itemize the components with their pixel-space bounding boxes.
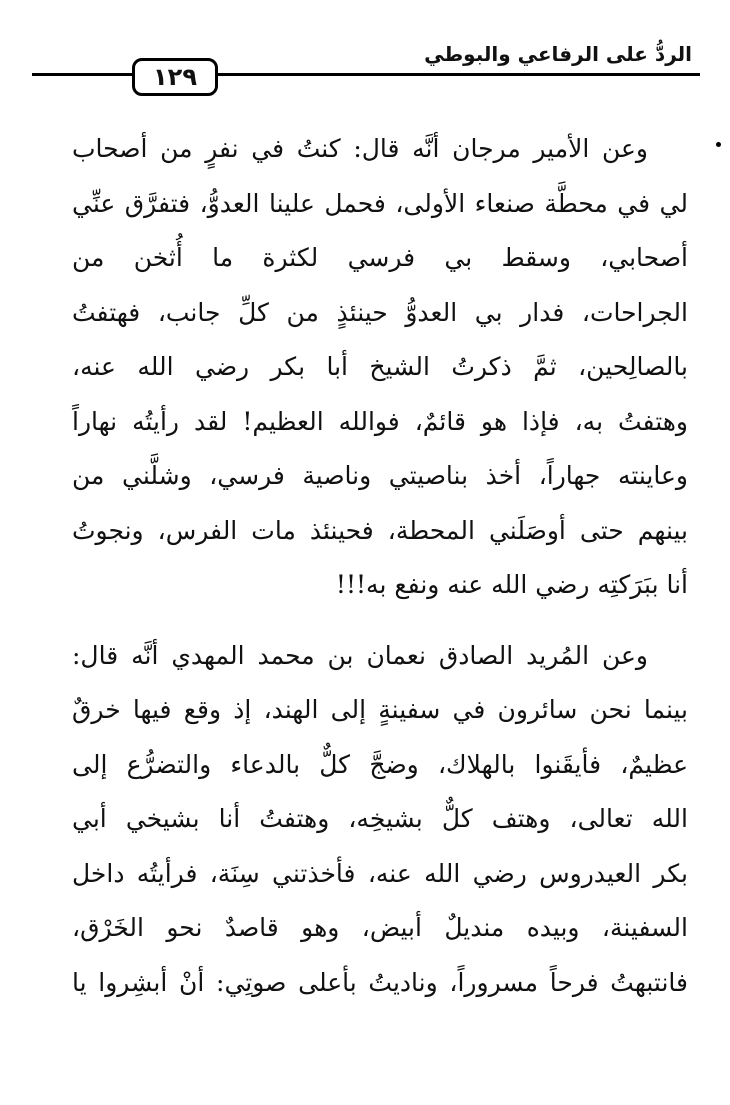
- text-line: وعاينته جهاراً، أخذ بناصيتي وناصية فرسي، وشلَّني من: [72, 461, 688, 490]
- text-line: لي في محطَّة صنعاء الأولى، فحمل علينا العدوُّ، فتفرَّق عنِّي: [72, 188, 688, 218]
- page-number: ١٢٩: [153, 63, 197, 91]
- text-line: أصحابي، وسقط بي فرسي لكثرة ما أُثخن من: [72, 243, 688, 272]
- text-line: أنا ببَرَكتِه رضي الله عنه ونفع به!!!: [335, 570, 688, 599]
- text-line: السفينة، وبيده منديلٌ أبيض، وهو قاصدٌ نحو الخَرْق،: [72, 913, 688, 942]
- page-header: [30, 40, 700, 92]
- text-line: وهتفتُ به، فإذا هو قائمٌ، فوالله العظيم! لقد رأيتُه نهاراً: [72, 406, 688, 436]
- text-line: بكر العيدروس رضي الله عنه، فأخذتني سِنَة، فرأيتُه داخل: [72, 858, 688, 888]
- running-title: الردُّ على الرفاعي والبوطي: [424, 42, 692, 66]
- text-line: وعن المُريد الصادق نعمان بن محمد المهدي أنَّه قال:: [72, 640, 648, 670]
- text-line: فانتبهتُ فرحاً مسروراً، وناديتُ بأعلى صوتِي: أنْ أبشِروا يا: [72, 967, 688, 997]
- text-line: بالصالِحين، ثمَّ ذكرتُ الشيخ أبا بكر رضي الله عنه،: [72, 352, 688, 381]
- text-line: الجراحات، فدار بي العدوُّ حينئذٍ من كلِّ جانب، فهتفتُ: [72, 297, 688, 327]
- paragraph-2: [72, 629, 688, 1011]
- margin-dot: [716, 142, 721, 147]
- text-line: بينما نحن سائرون في سفينةٍ إلى الهند، إذ وقع فيها خرقٌ: [72, 695, 688, 724]
- text-line: عظيمٌ، فأيقَنوا بالهلاك، وضجَّ كلٌّ بالدعاء والتضرُّع إلى: [72, 749, 688, 779]
- text-line: بينهم حتى أوصَلَني المحطة، فحينئذ مات الفرس، ونجوتُ: [72, 515, 688, 545]
- paragraph-gap: [72, 613, 688, 629]
- header-rule-left: [32, 73, 132, 76]
- body-text: [72, 122, 688, 1010]
- header-rule-right: [216, 73, 700, 76]
- paragraph-1: [72, 122, 688, 613]
- text-line: وعن الأمير مرجان أنَّه قال: كنتُ في نفرٍ من أصحاب: [72, 134, 648, 163]
- page-number-badge: [132, 58, 218, 96]
- text-line: الله تعالى، وهتف كلٌّ بشيخِه، وهتفتُ أنا بشيخي أبي: [72, 804, 688, 833]
